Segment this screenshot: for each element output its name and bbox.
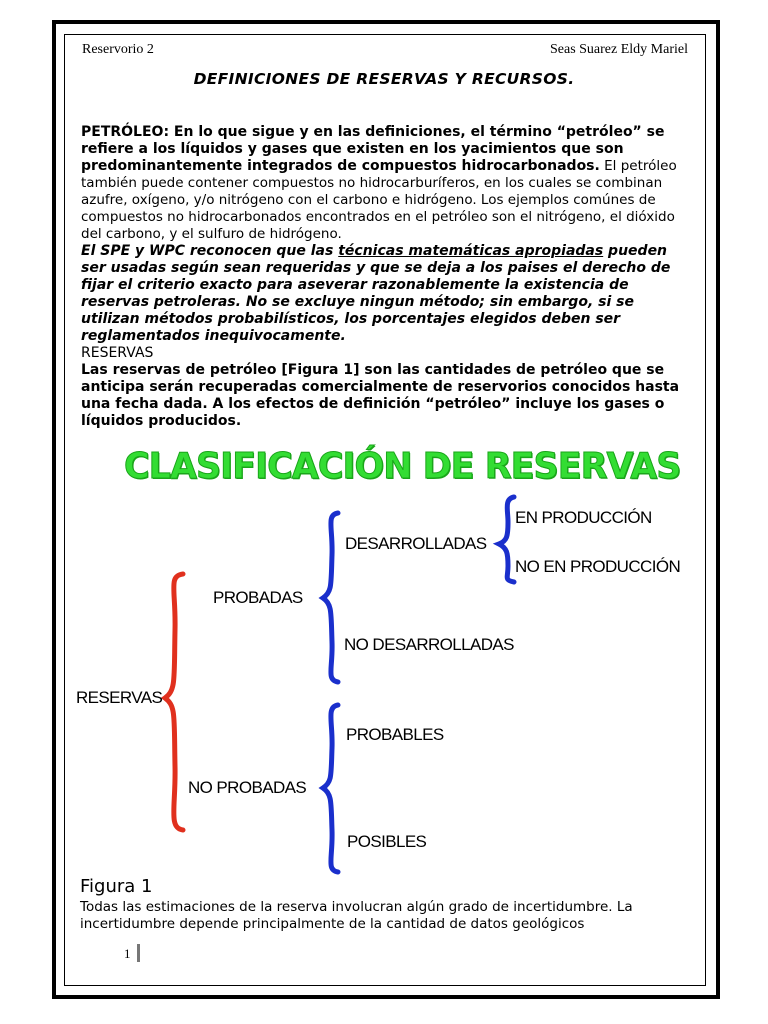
header-course: Reservorio 2 (82, 42, 154, 57)
root-brace (165, 574, 183, 830)
reservas-heading: RESERVAS (81, 345, 154, 361)
desarrolladas-brace (499, 497, 514, 582)
reservas-paragraph: Las reservas de petróleo [Figura 1] son las cantidades de petróleo que se anticipa serán recuperadas comercialmente de reservorios conocidos hasta una fecha dada. A los efectos de definición “petróleo” incluye los gases o líquidos producidos. (81, 362, 680, 429)
node-no-en-produccion: NO EN PRODUCCIÓN (515, 557, 681, 576)
node-no-desarrolladas: NO DESARROLLADAS (344, 635, 514, 654)
document-title: DEFINICIONES DE RESERVAS Y RECURSOS. (193, 70, 575, 88)
spe-text-before: El SPE y WPC reconocen que las (81, 243, 339, 259)
figure-caption: Todas las estimaciones de la reserva involucran algún grado de incertidumbre. La incertidumbre depende principalmente de la cantidad de datos geológicos (80, 899, 633, 932)
node-probables: PROBABLES (346, 725, 444, 744)
node-reservas: RESERVAS (76, 688, 163, 707)
no-probadas-brace (323, 705, 338, 872)
spe-text-after: pueden ser usadas según sean requeridas y que se deja a los paises el derecho de fijar el criterio exacto para aseverar razonablemente la existencia de reservas petroleras. No se excluye ningun método; sin embargo, si se utilizan métodos probabilísticos, los porcentajes elegidos deben ser reglamentados inequivocamente. (81, 243, 671, 344)
node-en-produccion: EN PRODUCCIÓN (515, 508, 652, 527)
node-posibles: POSIBLES (347, 832, 427, 851)
diagram-title: CLASIFICACIÓN DE RESERVAS (124, 446, 681, 487)
node-probadas: PROBADAS (213, 588, 303, 607)
node-desarrolladas: DESARROLLADAS (345, 534, 487, 553)
figure-label: Figura 1 (80, 876, 153, 897)
header-author: Seas Suarez Eldy Mariel (549, 42, 688, 57)
node-no-probadas: NO PROBADAS (188, 778, 307, 797)
spe-underlined-text: técnicas matemáticas apropiadas (338, 243, 604, 259)
petroleo-normal-text: El petróleo también puede contener compuestos no hidrocarburíferos, en los cuales se combinan azufre, oxígeno, y/o nitrógeno con el carbono e hidrógeno. Los ejemplos comúnes de compuestos no hidrocarbonados encontrados en el petróleo son el nitrógeno, el dióxido del carbono, y el sulfuro de hidrógeno. (81, 158, 677, 242)
page-number: 1 (124, 946, 131, 961)
page-number-bar (137, 944, 140, 962)
petroleo-bold-intro: PETRÓLEO: En lo que sigue y en las definiciones, el término “petróleo” se refiere a los líquidos y gases que existen en los yacimientos que son predominantemente integrados de compuestos hidrocarbonados. (81, 124, 665, 174)
probadas-brace (323, 513, 338, 682)
